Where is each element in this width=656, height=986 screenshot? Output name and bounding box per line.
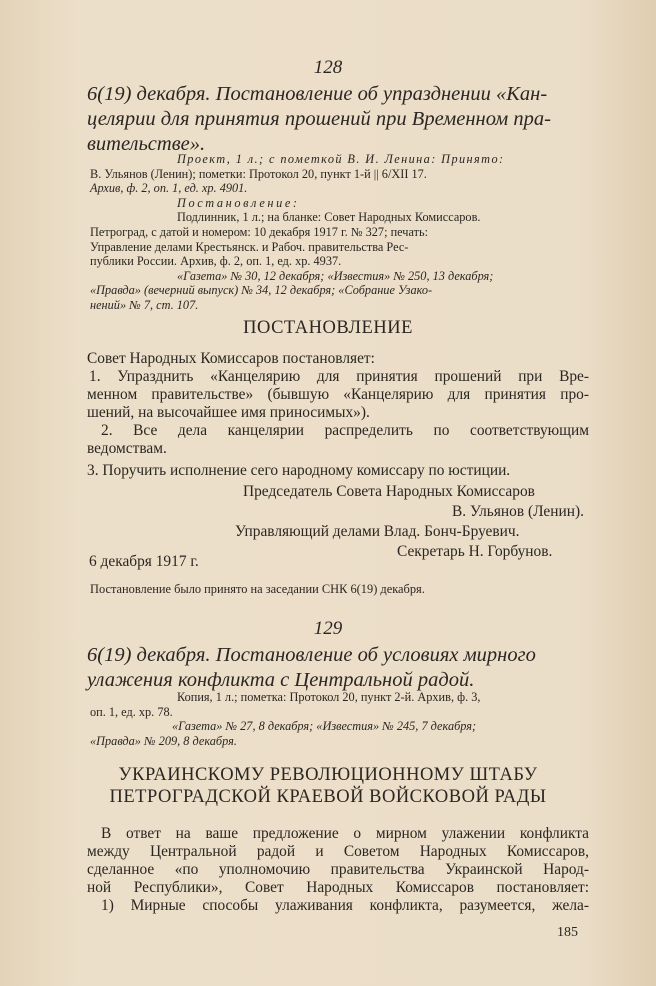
archive-line: Петроград, с датой и номером: 10 декабря 1917 г. № 327; печать: <box>90 224 429 239</box>
body-line: ведомствам. <box>87 440 167 457</box>
document-number-129: 129 <box>313 618 343 639</box>
adoption-note: Постановление было принято на заседании СНК 6(19) декабря. <box>90 582 425 596</box>
document-number-128: 128 <box>313 57 343 78</box>
archive-line: «Газета» № 30, 12 декабря; «Известия» № 250, 13 декабря; <box>177 268 494 283</box>
heading-line: 6(19) декабря. Постановление об упразднении «Кан- <box>87 83 548 105</box>
heading-line: улажения конфликта с Центральной радой. <box>87 669 475 691</box>
archive-line: В. Ульянов (Ленин); пометки: Протокол 20, пункт 1-й || 6/XII 17. <box>90 166 427 181</box>
archive-line: «Газета» № 27, 8 декабря; «Известия» № 245, 7 декабря; <box>172 719 477 734</box>
archive-line: оп. 1, ед. хр. 78. <box>90 704 173 719</box>
body-line: шений, на высочайшее имя приносимых»). <box>87 404 370 421</box>
body-line: ной Республики», Совет Народных Комиссаров постановляет: <box>87 879 589 896</box>
decree-body-128 <box>87 350 589 480</box>
archive-line: «Правда» (вечерний выпуск) № 34, 12 декабря; «Собрание Узако- <box>90 283 433 298</box>
body-line: 1. Упразднить «Канцелярию для принятия прошений при Вре- <box>89 368 589 385</box>
document-heading-129 <box>87 643 587 693</box>
archive-line: Подлинник, 1 л.; на бланке: Совет Народных Комиссаров. <box>177 210 481 225</box>
archive-line: нений» № 7, ст. 107. <box>90 297 199 312</box>
archive-line: Архив, ф. 2, оп. 1, ед. хр. 4901. <box>90 181 248 196</box>
body-line: сделанное «по уполномочию правительства Украинской Народ- <box>87 861 589 878</box>
page-number: 185 <box>557 925 578 940</box>
decree-body-129 <box>87 825 589 915</box>
archive-note-129 <box>90 690 597 748</box>
body-line: 2. Все дела канцелярии распределить по соответствующим <box>101 422 589 439</box>
signature-secretary: Секретарь Н. Горбунов. <box>397 543 553 560</box>
address-title-line-2: ПЕТРОГРАДСКОЙ КРАЕВОЙ ВОЙСКОВОЙ РАДЫ <box>109 787 547 807</box>
signature-manager: Управляющий делами Влад. Бонч-Бруевич. <box>235 523 520 540</box>
decree-date: 6 декабря 1917 г. <box>89 553 199 570</box>
decree-title-128: ПОСТАНОВЛЕНИЕ <box>243 318 413 338</box>
archive-line: Постановление: <box>177 195 300 210</box>
heading-line: вительстве». <box>87 133 206 155</box>
body-line: В ответ на ваше предложение о мирном улажении конфликта <box>101 825 589 842</box>
body-line: менном правительстве» (бывшую «Канцелярию для принятия про- <box>87 386 589 403</box>
signature-chairman-title: Председатель Совета Народных Комиссаров <box>243 483 535 500</box>
body-line: 1) Мирные способы улаживания конфликта, разумеется, жела- <box>101 897 589 914</box>
body-line: Совет Народных Комиссаров постановляет: <box>87 350 375 367</box>
archive-line: «Правда» № 209, 8 декабря. <box>90 733 237 748</box>
heading-line: целярии для принятия прошений при Временном пра- <box>87 108 551 130</box>
signature-chairman-name: В. Ульянов (Ленин). <box>452 503 584 520</box>
archive-line: Копия, 1 л.; пометка: Протокол 20, пункт 2-й. Архив, ф. 3, <box>177 690 481 704</box>
archive-line: публики России. Архив, ф. 2, оп. 1, ед. хр. 4937. <box>90 254 342 269</box>
document-heading-128 <box>87 82 587 157</box>
address-title-line-1: УКРАИНСКОМУ РЕВОЛЮЦИОННОМУ ШТАБУ <box>118 765 538 785</box>
body-line: между Центральной радой и Советом Народных Комиссаров, <box>87 843 589 860</box>
archive-line: Проект, 1 л.; с пометкой В. И. Ленина: Принято: <box>177 152 505 166</box>
archive-line: Управление делами Крестьянск. и Рабоч. правительства Рес- <box>90 239 409 254</box>
body-line: 3. Поручить исполнение сего народному комиссару по юстиции. <box>87 462 511 479</box>
archive-note-128 <box>90 152 597 313</box>
heading-line: 6(19) декабря. Постановление об условиях мирного <box>87 644 536 666</box>
